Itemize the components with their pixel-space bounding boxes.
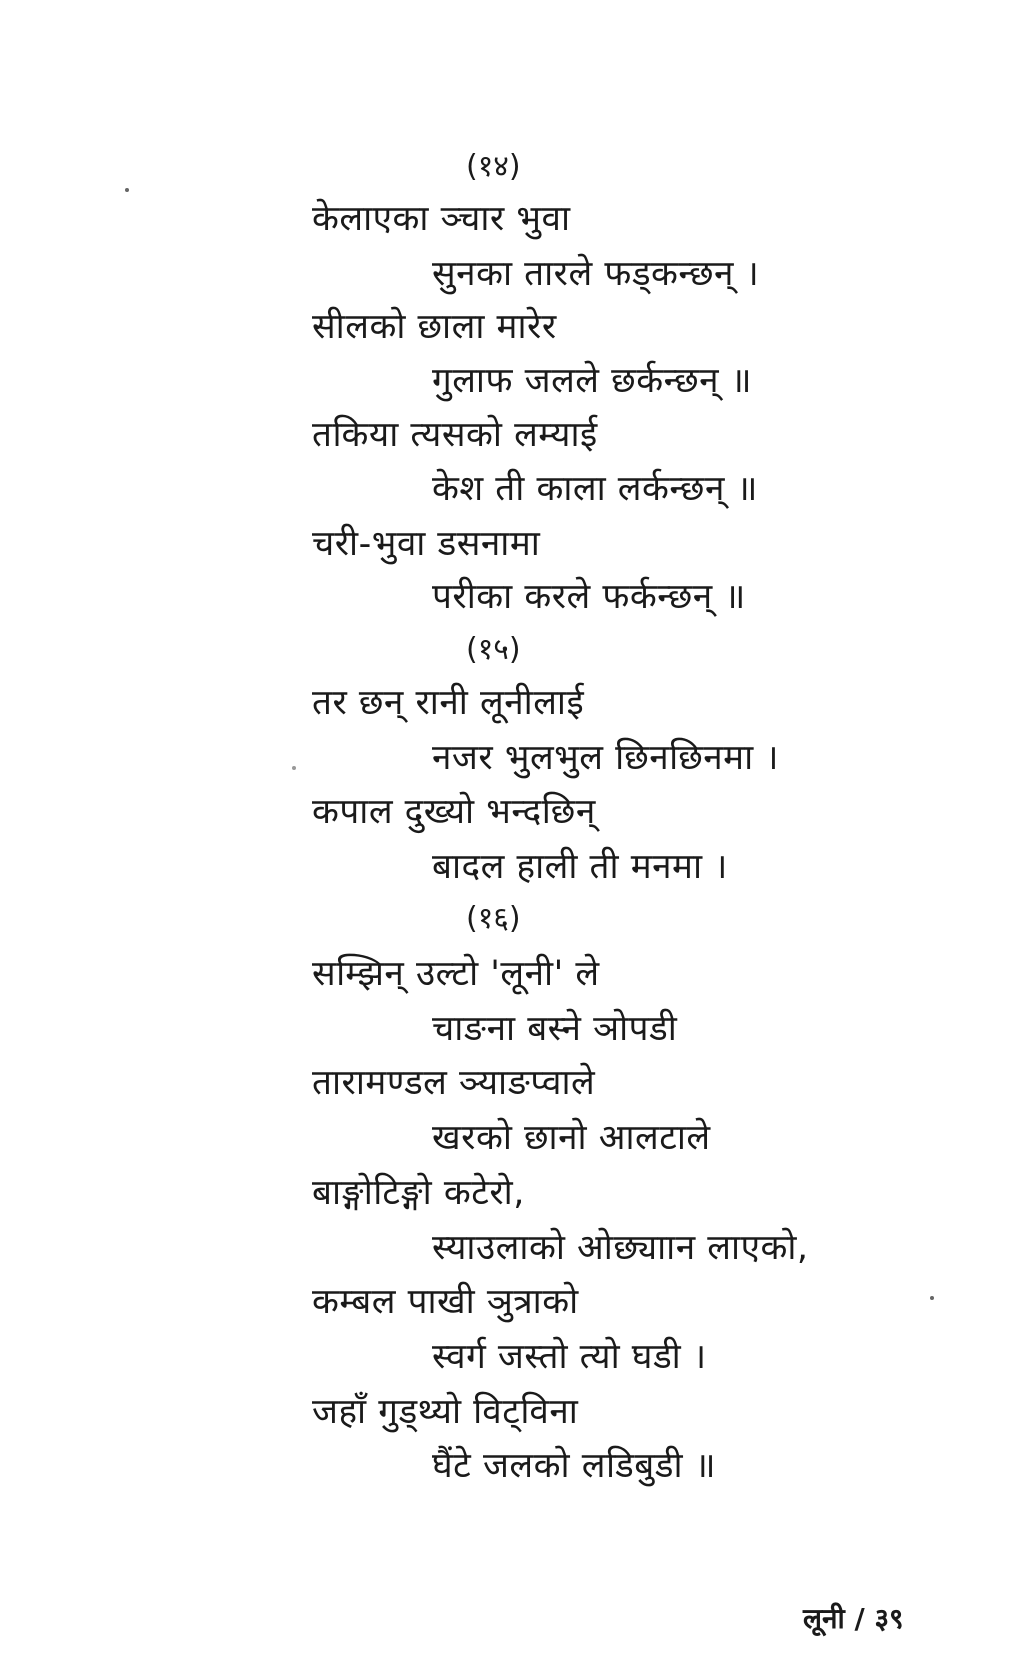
page-footer: लूनी / ३९	[803, 1602, 904, 1635]
verse-line: स्वर्ग जस्तो त्यो घडी ।	[432, 1337, 707, 1377]
verse-line: चाङना बस्ने ञोपडी	[432, 1009, 678, 1049]
verse-line: गुलाफ जलले छर्कन्छन् ॥	[432, 361, 753, 401]
verse-line: जहाँ गुड्थ्यो विट्विना	[312, 1392, 579, 1432]
verse-line: तारामण्डल ञ्याङप्वाले	[312, 1063, 596, 1103]
stanza-number: (१५)	[466, 632, 521, 667]
verse-line: चरी-भुवा डसनामा	[312, 524, 541, 564]
verse-line: नजर भुलभुल छिनछिनमा ।	[432, 738, 780, 778]
stanza-number: (१६)	[466, 901, 521, 936]
scan-speck	[292, 766, 296, 770]
verse-line: बादल हाली ती मनमा ।	[432, 847, 728, 887]
verse-line: सुनका तारले फड्कन्छन् ।	[432, 254, 760, 294]
scan-speck	[930, 1296, 934, 1300]
verse-line: कपाल दुख्यो भन्दछिन्	[312, 792, 596, 832]
scan-speck	[125, 188, 129, 192]
verse-line: केलाएका ञ्चार भुवा	[312, 199, 571, 239]
verse-line: स्याउलाको ओछ्याान लाएको,	[432, 1228, 809, 1268]
verse-line: घैंटे जलको लडिबुडी ॥	[432, 1446, 717, 1486]
verse-line: तकिया त्यसको लम्याई	[312, 415, 598, 455]
verse-line: खरको छानो आलटाले	[432, 1118, 711, 1158]
verse-line: सम्झिन् उल्टो 'लूनी' ले	[312, 954, 600, 994]
verse-line: सीलको छाला मारेर	[312, 307, 557, 347]
verse-line: कम्बल पाखी ञुत्राको	[312, 1282, 579, 1322]
stanza-number: (१४)	[466, 149, 521, 184]
verse-line: तर छन् रानी लूनीलाई	[312, 683, 585, 723]
verse-line: केश ती काला लर्कन्छन् ॥	[432, 469, 758, 509]
verse-line: परीका करले फर्कन्छन् ॥	[432, 577, 746, 617]
verse-line: बाङ्गोटिङ्गो कटेरो,	[312, 1173, 525, 1213]
